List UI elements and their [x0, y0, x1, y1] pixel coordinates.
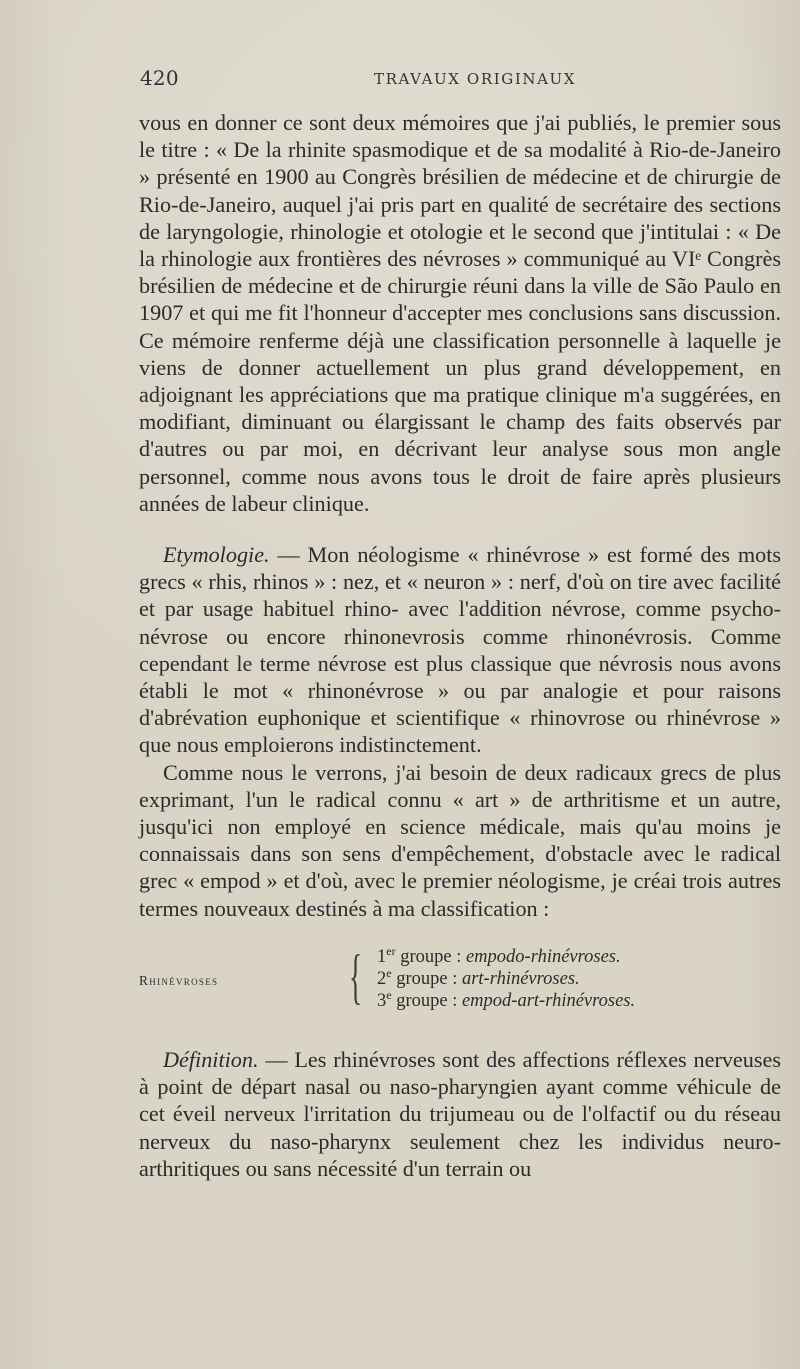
group-word: groupe	[396, 968, 448, 989]
group-separator: :	[447, 968, 462, 989]
group-ordinal-suffix: e	[386, 965, 392, 980]
group-ordinal-suffix: er	[386, 943, 396, 958]
group-name: empod-art-rhinévroses.	[461, 990, 636, 1011]
etymology-heading: Etymologie.	[163, 542, 270, 568]
group-word: groupe	[396, 990, 448, 1011]
classification-brace: {	[349, 943, 363, 1011]
definition-text: — Les rhinévroses sont des affections réflexes nerveuses à point de départ nasal ou naso-pharyngien ayant comme véhicule de cet éveil nerveux l'irritation du trijumeau ou de l'olfactif ou du réseau nerveux du naso-pharynx seulement chez les individus neuro-arthritiques ou sans nécessité d'un terrain ou	[139, 1046, 781, 1181]
group-number: 2	[377, 968, 387, 989]
group-separator: :	[451, 946, 466, 967]
page-number: 420	[140, 66, 179, 90]
etymology-paragraph	[139, 541, 781, 759]
classification-group-3	[377, 987, 636, 1012]
group-name: art-rhinévroses.	[461, 968, 580, 989]
definition-paragraph	[139, 1046, 781, 1182]
classification-group-1	[377, 943, 621, 968]
paragraph-intro: vous en donner ce sont deux mémoires que j'ai publiés, le premier sous le titre : « De la rhinite spasmodique et de sa modalité à Rio-de-Janeiro » présenté en 1900 au Congrès brésilien de médecine et de chirurgie de Rio-de-Janeiro, auquel j'ai pris part en qualité de secrétaire des sections de laryngologie, rhinologie et otologie et le second que j'intitulai : « De la rhinologie aux frontières des névroses » communiqué au VIᵉ Congrès brésilien de médecine et de chirurgie réuni dans la ville de São Paulo en 1907 et qui me fit l'honneur d'accepter mes conclusions sans discussion. Ce mémoire renferme déjà une classification personnelle à laquelle je viens de donner actuellement un plus grand développement, en adjoignant les appréciations que ma pratique clinique m'a suggérées, en modifiant, diminuant ou élargissant le champ des faits observés par d'autres ou par moi, en décrivant leur analyse sous mon angle personnel, comme nous avons tous le droit de faire après plusieurs années de labeur clinique.	[139, 110, 781, 516]
running-head: TRAVAUX ORIGINAUX	[374, 70, 577, 88]
etymology-text: — Mon néologisme « rhinévrose » est formé des mots grecs « rhis, rhinos » : nez, et « neuron » : nerf, d'où on tire avec facilité et par usage habituel rhino- avec l'addition névrose, comme psycho-névrose ou encore rhinonevrosis comme rhinonévrosis. Comme cependant le terme névrose est plus classique que névrosis nous avons établi le mot « rhinonévrose » ou par analogie et pour raisons d'abrévation euphonique et scientifique « rhinovrose ou rhinévrose » que nous emploierons indistinctement.	[139, 542, 781, 758]
classification-group-2	[377, 965, 580, 990]
rhinevrose-classification	[139, 943, 781, 1028]
paragraph-radicals: Comme nous le verrons, j'ai besoin de deux radicaux grecs de plus exprimant, l'un le radical connu « art » de arthritisme et un autre, jusqu'ici non employé en science médicale, mais qu'au moins je connaissais dans son sens d'empêchement, d'obstacle avec le radical grec « empod » et d'où, avec le premier néologisme, je créai trois autres termes nouveaux destinés à ma classification :	[139, 759, 781, 921]
group-word: groupe	[400, 946, 452, 967]
group-ordinal-suffix: e	[386, 987, 392, 1002]
group-separator: :	[447, 990, 462, 1011]
group-number: 3	[377, 990, 387, 1011]
group-number: 1	[377, 946, 387, 967]
classification-label: Rhinévroses	[139, 972, 219, 988]
definition-heading: Définition.	[163, 1046, 259, 1072]
article-body	[139, 109, 781, 1182]
page-header	[140, 66, 790, 90]
group-name: empodo-rhinévroses.	[465, 946, 621, 967]
